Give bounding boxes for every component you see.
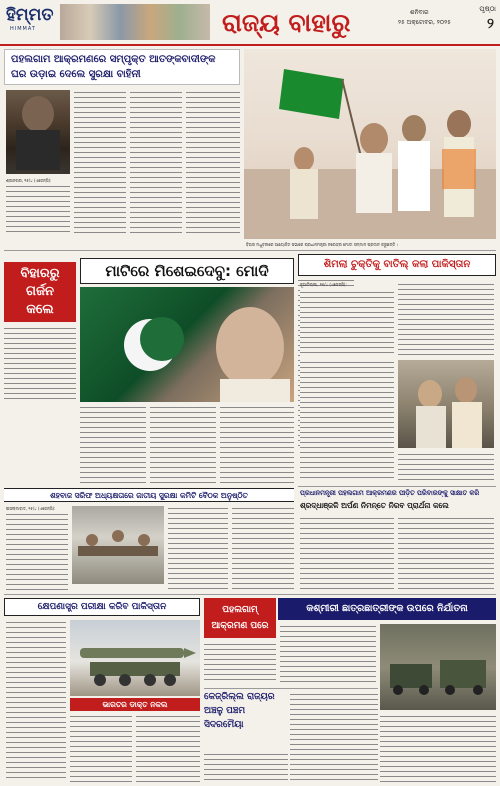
logo-subtext: HIMMAT: [10, 26, 36, 32]
photo-shimla: [398, 360, 494, 448]
photo-missile: [70, 620, 200, 696]
pahalgam-banner-text: ପହଲଗାମ୍ ଆକ୍ରମଣ ପରେ: [211, 605, 269, 631]
shimla-text-col2: [398, 282, 494, 356]
modi-headline-box: [80, 258, 294, 284]
caption-flag: ବିହାର ମଧୁବନୀରେ ଆୟୋଜିତ ସଭାରେ ପ୍ରଧାନମନ୍ତ୍ରୀ ନରେନ୍ଦ୍ର ମୋଦୀ ସମ୍ମାନ ପ୍ରଦାନ କରୁଛନ୍ତି ।: [246, 242, 399, 247]
kejriwal-headline: [204, 690, 288, 750]
sharif-headline-box: [4, 488, 294, 502]
missile-text-col2: [70, 714, 132, 782]
flag-ceremony-illustration: [244, 49, 496, 239]
shimla-text-col3: [300, 360, 394, 482]
shimla-text-col4: [398, 452, 494, 482]
missile-text-col1: [6, 620, 66, 782]
kejriwal-text-col1: [290, 692, 378, 782]
modi-text-col3: [220, 405, 294, 485]
page-label: ପୃଷ୍ଠା: [479, 5, 496, 13]
headline-1: [4, 49, 240, 85]
photo-security-meeting: [72, 506, 164, 584]
kashmiri-text-col1: [204, 642, 276, 684]
divider-lower: [4, 594, 496, 595]
pm-meet-headline-2: ଶ୍ରଦ୍ଧାଞ୍ଜଳି ଅର୍ପଣ ନିମନ୍ତେ ନିରବ ପ୍ରାର୍ଥନା କଲେ: [300, 501, 449, 510]
issue-date: ୨୫ ଅକ୍ଟୋବର, ୨୦୨୫: [398, 19, 451, 26]
kejriwal-headline-text: କେଜ୍‌ରିଲ୍ଲ ରାଜ୍ୟର ଅଞ୍ଚଳୁ ପଞ୍ଚମ ସିଦରମୈୟା: [204, 692, 275, 730]
modi-text-col1: [80, 405, 146, 485]
bharat-banner: [70, 698, 200, 711]
photo-kashmir-vehicles: [380, 624, 496, 710]
pm-meet-headline: ପ୍ରଧାନମନ୍ତ୍ରୀ ପହଲଗାମ ଆକ୍ରମଣର ପୀଡ଼ିତ ପରିବାରଙ୍କୁ ସାକ୍ଷାତ କରି: [300, 489, 480, 497]
masthead: [0, 0, 500, 46]
headline-1-text: ପହଲଗାମ ଆକ୍ରମଣରେ ସମ୍ପୃକ୍ତ ଆତଙ୍କବାଦୀଙ୍କ ଘର ଉଡ଼ାଇ ଦେଲେ ସୁରକ୍ଷା ବାହିନୀ: [11, 54, 216, 80]
page-number: ୨: [487, 16, 494, 32]
issue-day: ଶନିବାର: [410, 9, 429, 16]
shimla-headline: ଶିମଲା ଚୁକ୍ତିକୁ ବାତିଲ୍ କଲା ପାକିସ୍ତାନ: [323, 259, 471, 270]
section-title: ରାଜ୍ୟ ବାହାରୁ: [222, 8, 351, 37]
bihar-banner-text: ବିହାରରୁ ଗର୍ଜନ କଲେ: [20, 266, 60, 317]
kejriwal-text-col0: [204, 752, 288, 782]
kashmiri-headline-box: [278, 598, 496, 620]
pahalgam-banner: [204, 598, 276, 638]
photo-flag-ceremony: [244, 49, 496, 239]
pm-meet-text-col2: [398, 516, 494, 590]
kashmiri-text-col2: [280, 624, 376, 684]
shimla-text-col1: [300, 290, 394, 356]
masthead-logo: [6, 4, 58, 32]
missile-headline: କ୍ଷେପଣାସ୍ତ୍ର ପରୀକ୍ଷା କରିବ ପାକିସ୍ତାନ: [37, 602, 167, 612]
pm-meet-text-col1: [300, 516, 394, 590]
dateline-srinagar: ଶ୍ରୀନଗର, ୨୫/୪ (ଏଜେନ୍ସି):: [6, 178, 52, 183]
bharat-banner-text: ଭାରତର ଡାକ୍ତ ନକଲ: [102, 700, 168, 709]
divider: [4, 250, 496, 251]
dateline-islamabad: ଇସଲାମାବାଦ, ୨୫/୪ (ଏଜେନ୍ସି):: [6, 506, 56, 511]
modi-headline: ମାଟିରେ ମିଶେଇଦେବୁ: ମୋଦି: [105, 262, 269, 280]
sharif-text-col3: [232, 506, 294, 590]
divider-pm: [298, 486, 496, 487]
body-text-col4: [186, 90, 240, 236]
kashmiri-headline: କଶ୍ମୀରୀ ଛାତ୍ରଛାତ୍ରୀଙ୍କ ଉପରେ ନିର୍ଯାତନା: [306, 603, 468, 614]
sharif-text-col1: [6, 512, 68, 590]
photo-modi-flag: [80, 287, 294, 402]
bihar-banner: [4, 262, 76, 322]
bihar-text-col1: [4, 326, 76, 402]
kashmir-text-col3: [380, 714, 496, 782]
body-text-col1: [6, 184, 70, 234]
sharif-headline: ଶହବାଜ ସରିଫ ଅଧ୍ୟକ୍ଷତାରେ ଜାତୀୟ ସୁରକ୍ଷା କମିଟି ବୈଠକ ଅନୁଷ୍ଠିତ: [50, 491, 248, 500]
divider-kejriwal: [204, 688, 378, 689]
shimla-headline-box: [298, 254, 496, 276]
photo-terrorist: [6, 90, 70, 174]
modi-text-col2: [150, 405, 216, 485]
body-text-col3: [130, 90, 182, 236]
missile-text-col3: [136, 714, 200, 782]
missile-headline-box: [4, 598, 200, 616]
sharif-text-col2: [168, 506, 228, 590]
masthead-collage: [60, 4, 210, 40]
logo-text: ହିମ୍ମତ: [6, 5, 54, 25]
body-text-col2: [74, 90, 126, 236]
dateline-delhi: ନୂଆଦିଲ୍ଲୀ, ୨୫/୪ (ଏଜେନ୍ସି):: [300, 282, 347, 287]
